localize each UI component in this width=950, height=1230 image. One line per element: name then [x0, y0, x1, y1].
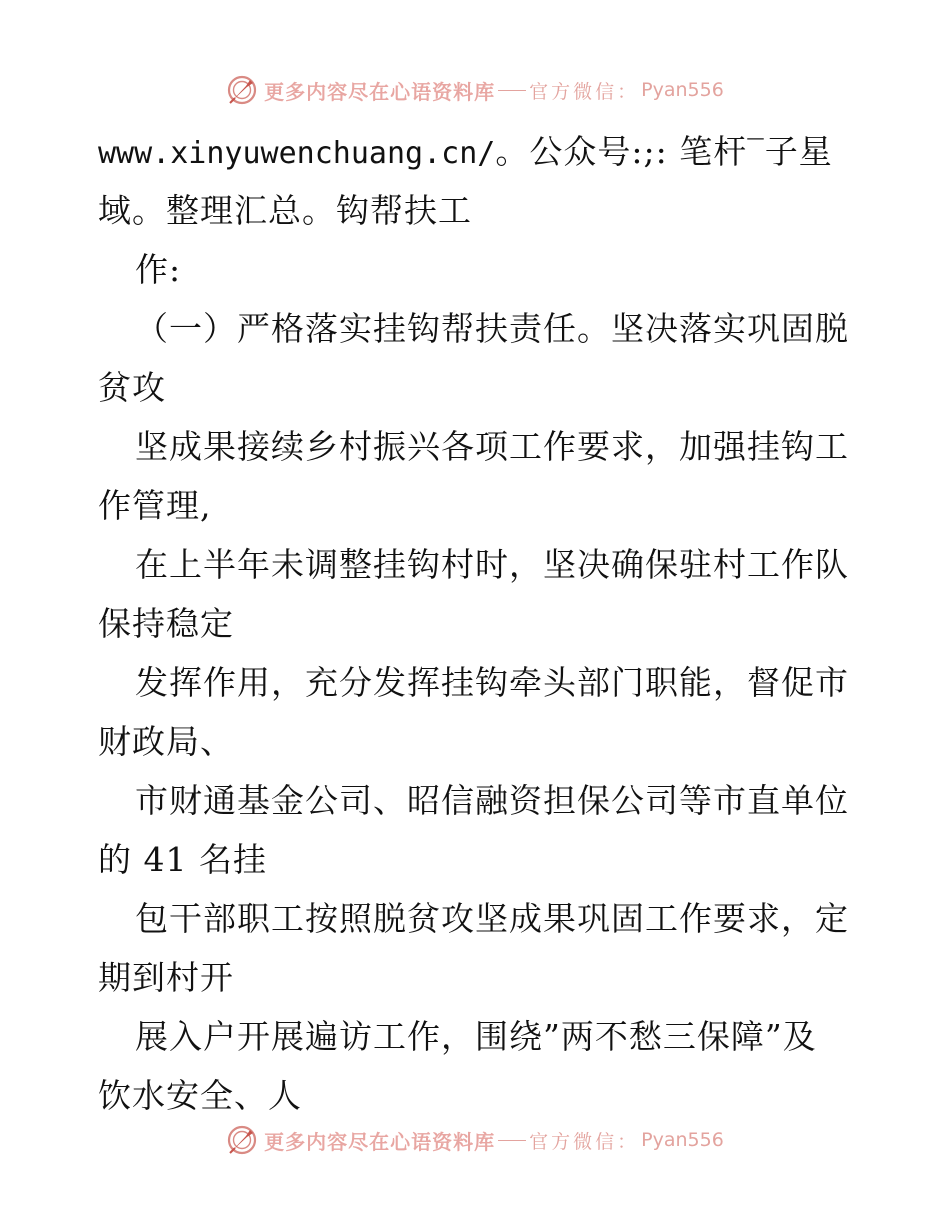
source-url-line [98, 122, 858, 181]
text-line: 财政局、 [98, 722, 234, 761]
text-line: 饮水安全、人 [98, 1076, 302, 1115]
text-line: 的 41 名挂 [98, 840, 267, 879]
source-url: www.xinyuwenchuang.cn/ [98, 136, 496, 171]
quill-pen-circle-icon [226, 1124, 258, 1156]
header-watermark [0, 70, 950, 110]
quill-pen-circle-icon [226, 74, 258, 106]
text-line: 坚成果接续乡村振兴各项工作要求，加强挂钩工 [135, 427, 849, 466]
text-line: 作: [135, 250, 182, 289]
watermark-brand-text: 更多内容尽在心语资料库 [264, 79, 496, 104]
text-line: 市财通基金公司、昭信融资担保公司等市直单位 [135, 781, 849, 820]
text-line: 期到村开 [98, 958, 234, 997]
text-line: 展入户开展遍访工作，围绕”两不愁三保障”及 [135, 1017, 817, 1056]
text-line: 发挥作用，充分发挥挂钩牵头部门职能，督促市 [135, 663, 849, 702]
watermark-wechat-label: 官方微信： [529, 80, 640, 103]
text-line: 在上半年未调整挂钩村时，坚决确保驻村工作队 [135, 545, 849, 584]
watermark-dash [498, 1140, 526, 1141]
watermark-dash [498, 90, 526, 91]
text-line: 包干部职工按照脱贫攻坚成果巩固工作要求，定 [135, 899, 849, 938]
document-body [98, 122, 858, 1125]
text-line: 域。整理汇总。钩帮扶工 [98, 191, 472, 230]
watermark-wechat-id: Pyan556 [641, 79, 724, 101]
section-heading-line: （一）严格落实挂钩帮扶责任。坚决落实巩固脱 [135, 309, 849, 348]
watermark-brand-text: 更多内容尽在心语资料库 [264, 1129, 496, 1154]
text-line: 贫攻 [98, 368, 166, 407]
watermark-wechat-id: Pyan556 [641, 1129, 724, 1151]
text-line: 作管理, [98, 486, 212, 525]
source-url-tail: 。公众号:;: 笔杆‾子星 [495, 132, 833, 171]
text-line: 保持稳定 [98, 604, 234, 643]
watermark-wechat-label: 官方微信： [529, 1130, 640, 1153]
footer-watermark [0, 1120, 950, 1160]
